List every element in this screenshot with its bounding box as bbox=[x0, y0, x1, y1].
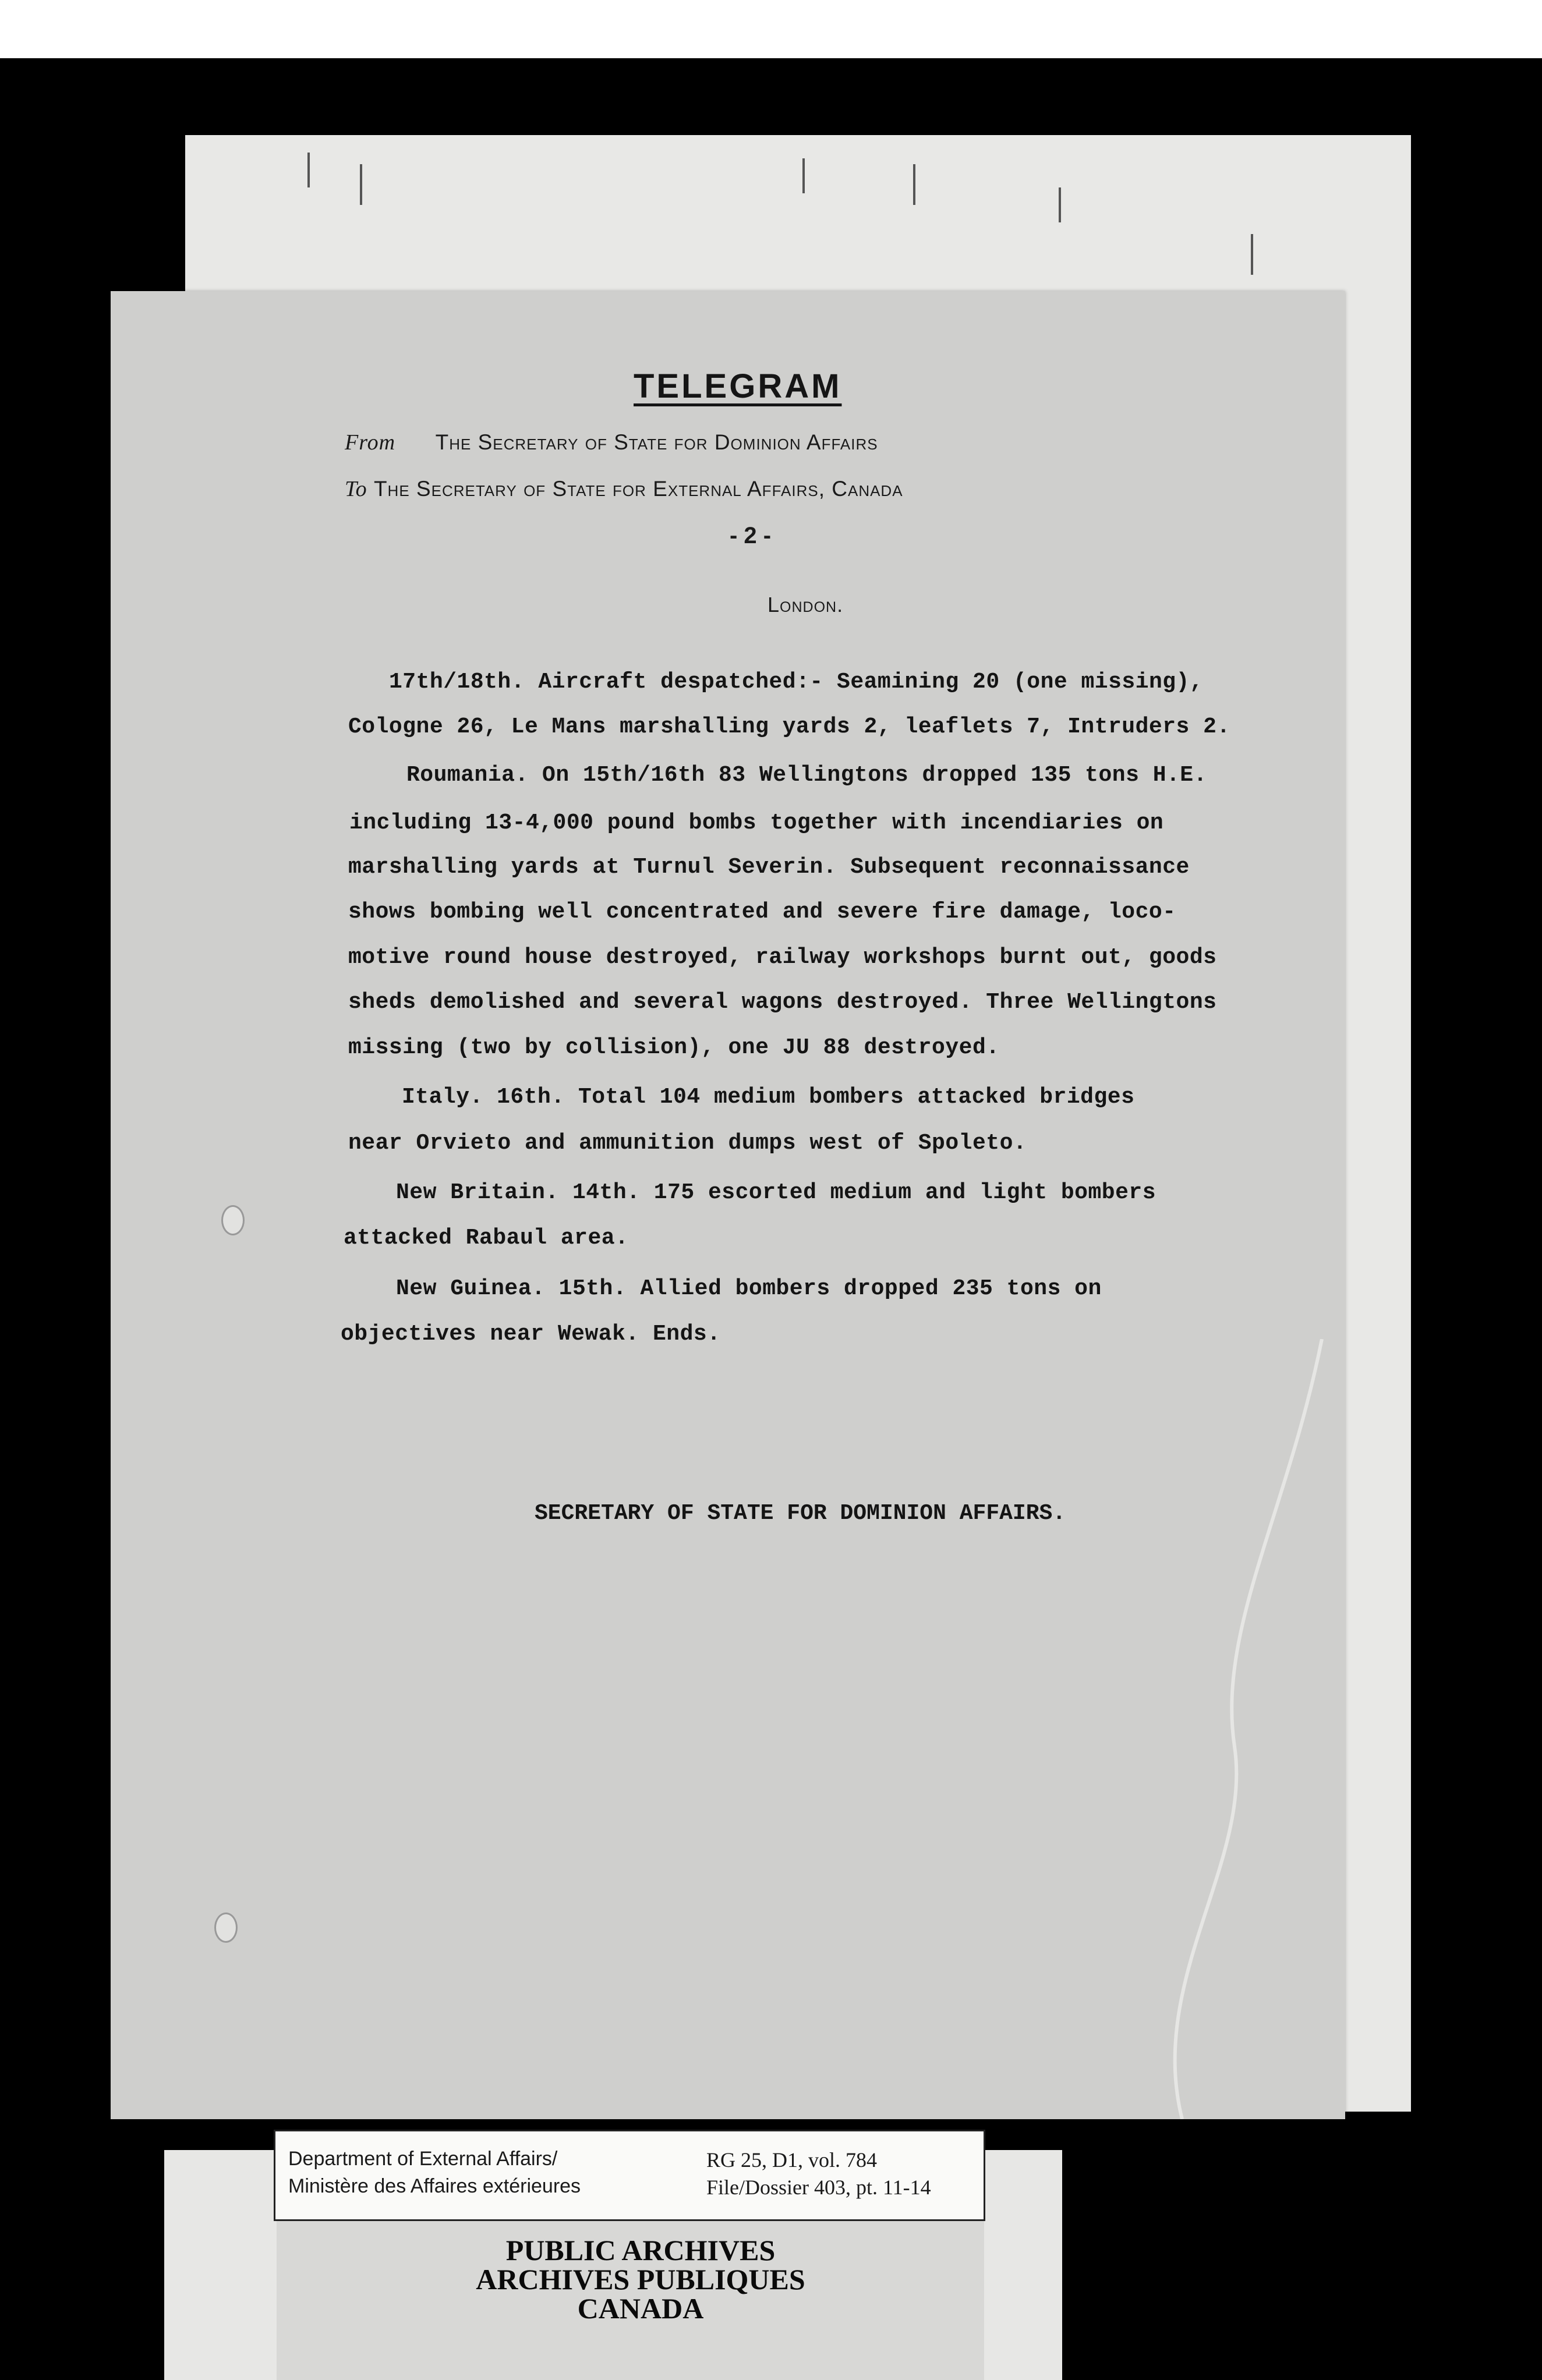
signature: SECRETARY OF STATE FOR DOMINION AFFAIRS. bbox=[535, 1501, 1066, 1526]
department-en: Department of External Affairs/ bbox=[288, 2148, 558, 2170]
body-line: marshalling yards at Turnul Severin. Subsequent reconnaissance bbox=[348, 855, 1190, 880]
body-line: near Orvieto and ammunition dumps west of Spoleto. bbox=[348, 1131, 1027, 1156]
to-line bbox=[345, 476, 903, 502]
margin-mark bbox=[913, 164, 915, 205]
margin-mark bbox=[1059, 187, 1061, 222]
body-line: sheds demolished and several wagons destroyed. Three Wellingtons bbox=[348, 990, 1217, 1015]
film-top-border bbox=[0, 0, 1542, 58]
margin-mark bbox=[1251, 234, 1253, 275]
body-line: objectives near Wewak. Ends. bbox=[341, 1322, 721, 1347]
margin-mark bbox=[802, 158, 805, 193]
telegram-title: TELEGRAM bbox=[634, 367, 842, 405]
body-line: New Britain. 14th. 175 escorted medium and light bombers bbox=[396, 1180, 1156, 1205]
stamp-line: CANADA bbox=[577, 2292, 704, 2325]
from-value: The Secretary of State for Dominion Affairs bbox=[435, 430, 878, 454]
stamp-line: ARCHIVES PUBLIQUES bbox=[476, 2263, 805, 2296]
paper-crease bbox=[1042, 1339, 1334, 2119]
body-line: shows bombing well concentrated and severe fire damage, loco- bbox=[348, 899, 1176, 925]
punch-hole bbox=[221, 1205, 245, 1235]
body-line: Roumania. On 15th/16th 83 Wellingtons dropped 135 tons H.E. bbox=[406, 763, 1207, 788]
body-line: Cologne 26, Le Mans marshalling yards 2, leaflets 7, Intruders 2. bbox=[348, 714, 1230, 739]
body-line: Italy. 16th. Total 104 medium bombers attacked bridges bbox=[402, 1085, 1135, 1110]
page-number: - 2 - bbox=[730, 523, 772, 548]
to-label: To bbox=[345, 477, 367, 501]
body-line: 17th/18th. Aircraft despatched:- Seamining 20 (one missing), bbox=[389, 670, 1204, 695]
margin-mark bbox=[307, 153, 310, 187]
stamp-line: PUBLIC ARCHIVES bbox=[505, 2234, 776, 2266]
margin-mark bbox=[360, 164, 362, 205]
body-line: motive round house destroyed, railway workshops burnt out, goods bbox=[348, 945, 1217, 970]
place-name: London. bbox=[768, 593, 844, 617]
body-line: New Guinea. 15th. Allied bombers dropped 235 tons on bbox=[396, 1276, 1102, 1301]
telegram-sheet bbox=[111, 291, 1345, 2119]
department-fr: Ministère des Affaires extérieures bbox=[288, 2175, 581, 2197]
to-value: The Secretary of State for External Affairs, Canada bbox=[373, 477, 903, 501]
archive-file: File/Dossier 403, pt. 11-14 bbox=[706, 2176, 931, 2199]
punch-hole bbox=[214, 1912, 238, 1943]
from-label: From bbox=[345, 430, 396, 455]
body-line: attacked Rabaul area. bbox=[344, 1226, 629, 1251]
body-line: including 13-4,000 pound bombs together with incendiaries on bbox=[349, 810, 1164, 835]
archive-reference-card bbox=[274, 2130, 985, 2221]
archive-reference: RG 25, D1, vol. 784 bbox=[706, 2148, 878, 2172]
from-line bbox=[345, 430, 878, 455]
body-line: missing (two by collision), one JU 88 destroyed. bbox=[348, 1035, 1000, 1060]
